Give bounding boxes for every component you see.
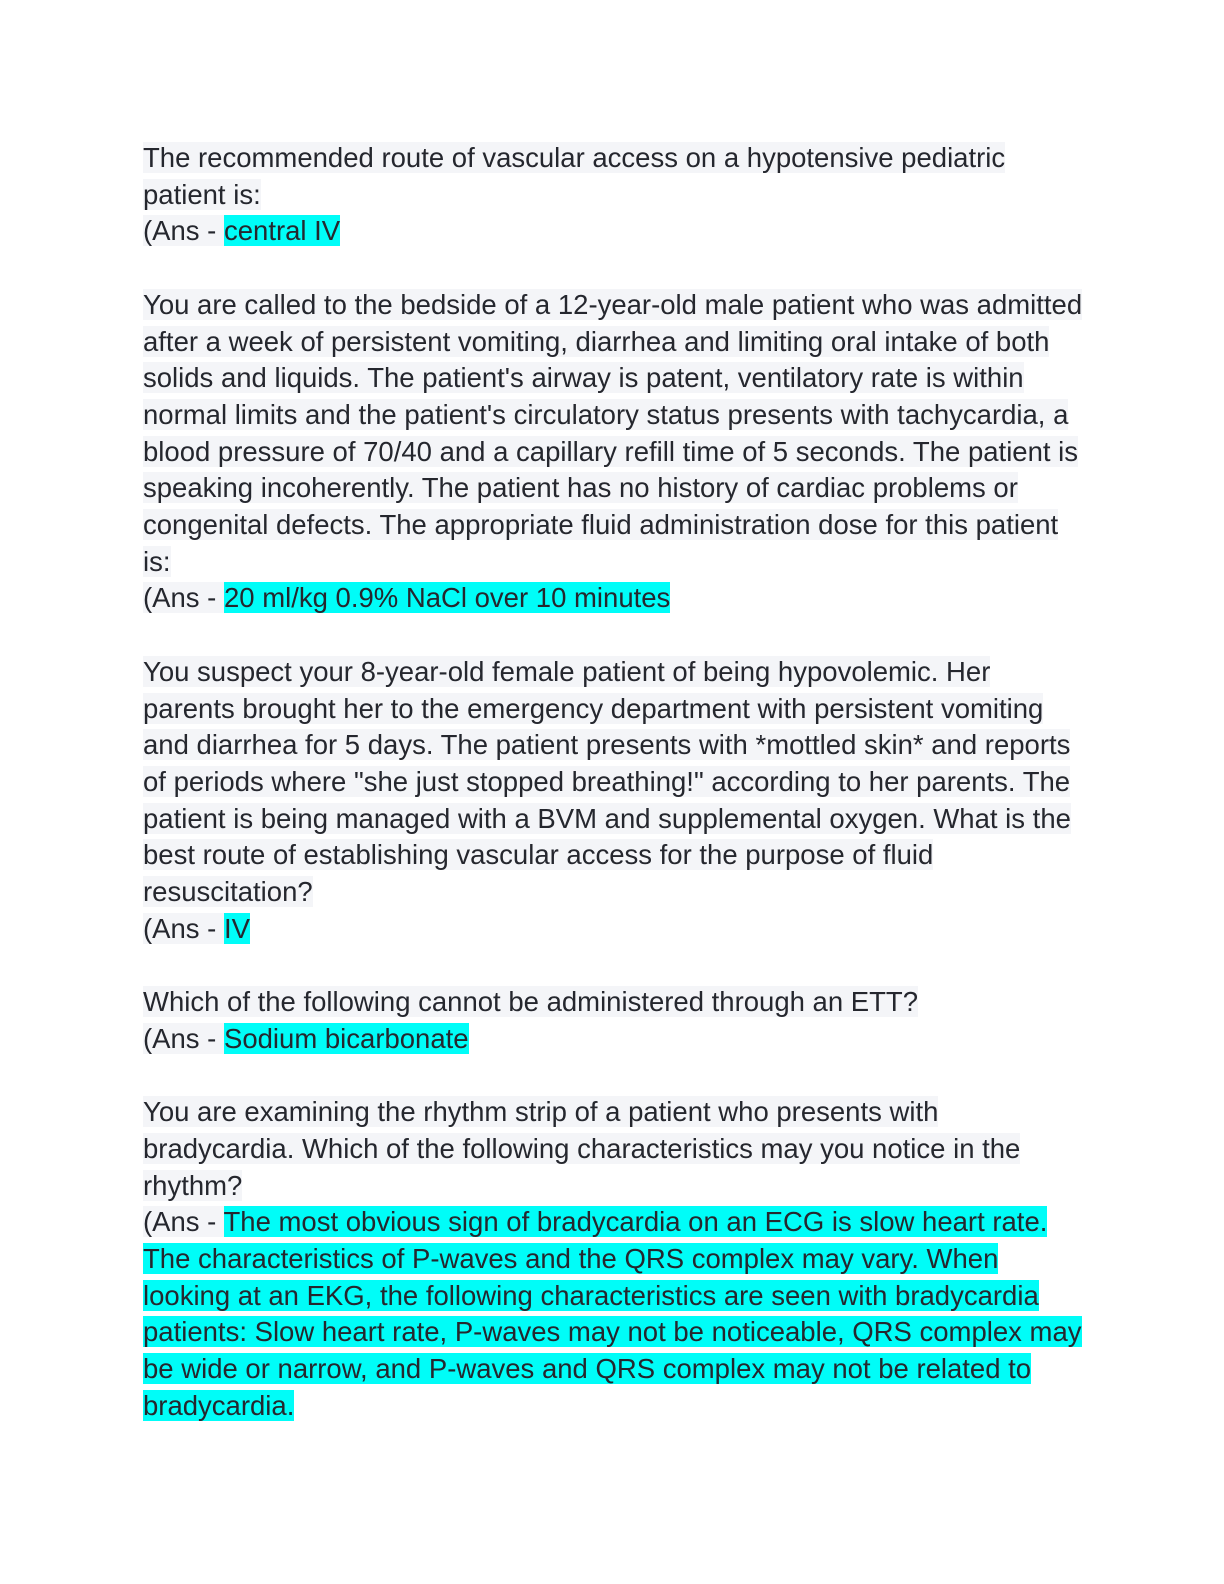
qa-item-1 [143,140,1083,250]
question-text: You are examining the rhythm strip of a patient who presents with bradycardia. Which of the following characteristics may you notice in the rhythm? [143,1096,1021,1201]
answer-prefix: (Ans - [143,582,224,614]
answer-text: central IV [223,215,341,247]
answer-prefix: (Ans - [143,1022,224,1054]
question-text: You are called to the bedside of a 12-year-old male patient who was admitted after a week of persistent vomiting, diarrhea and limiting oral intake of both solids and liquids. The patient's airway is patent, ventilatory rate is within normal limits and the patient's circulatory status presents with tachycardia, a blood pressure of 70/40 and a capillary refill time of 5 seconds. The patient is speaking incoherently. The patient has no history of cardiac problems or congenital defects. The appropriate fluid administration dose for this patient is: [143,288,1083,577]
qa-item-4 [143,984,1083,1057]
answer-text: IV [223,912,250,944]
answer-prefix: (Ans - [143,1206,224,1238]
document-page [143,140,1083,1461]
question-text: You suspect your 8-year-old female patient of being hypovolemic. Her parents brought her to the emergency department with persistent vomiting and diarrhea for 5 days. The patient presents with *mottled skin* and reports of periods where "she just stopped breathing!" according to her parents. The patient is being managed with a BVM and supplemental oxygen. What is the best route of establishing vascular access for the purpose of fluid resuscitation? [143,655,1071,908]
question-text: The recommended route of vascular access on a hypotensive pediatric patient is: [143,142,1006,210]
qa-item-2 [143,287,1083,617]
answer-text: The most obvious sign of bradycardia on an ECG is slow heart rate. The characteristics of P-waves and the QRS complex may vary. When looking at an EKG, the following characteristics are seen with bradycardia patients: Slow heart rate, P-waves may not be noticeable, QRS complex may be wide or narrow, and P-waves and QRS complex may not be related to bradycardia. [143,1206,1082,1421]
qa-item-5 [143,1094,1083,1424]
question-text: Which of the following cannot be administered through an ETT? [143,986,919,1018]
qa-item-3 [143,654,1083,948]
answer-prefix: (Ans - [143,215,224,247]
answer-prefix: (Ans - [143,912,224,944]
answer-text: Sodium bicarbonate [223,1022,469,1054]
answer-text: 20 ml/kg 0.9% NaCl over 10 minutes [223,582,671,614]
